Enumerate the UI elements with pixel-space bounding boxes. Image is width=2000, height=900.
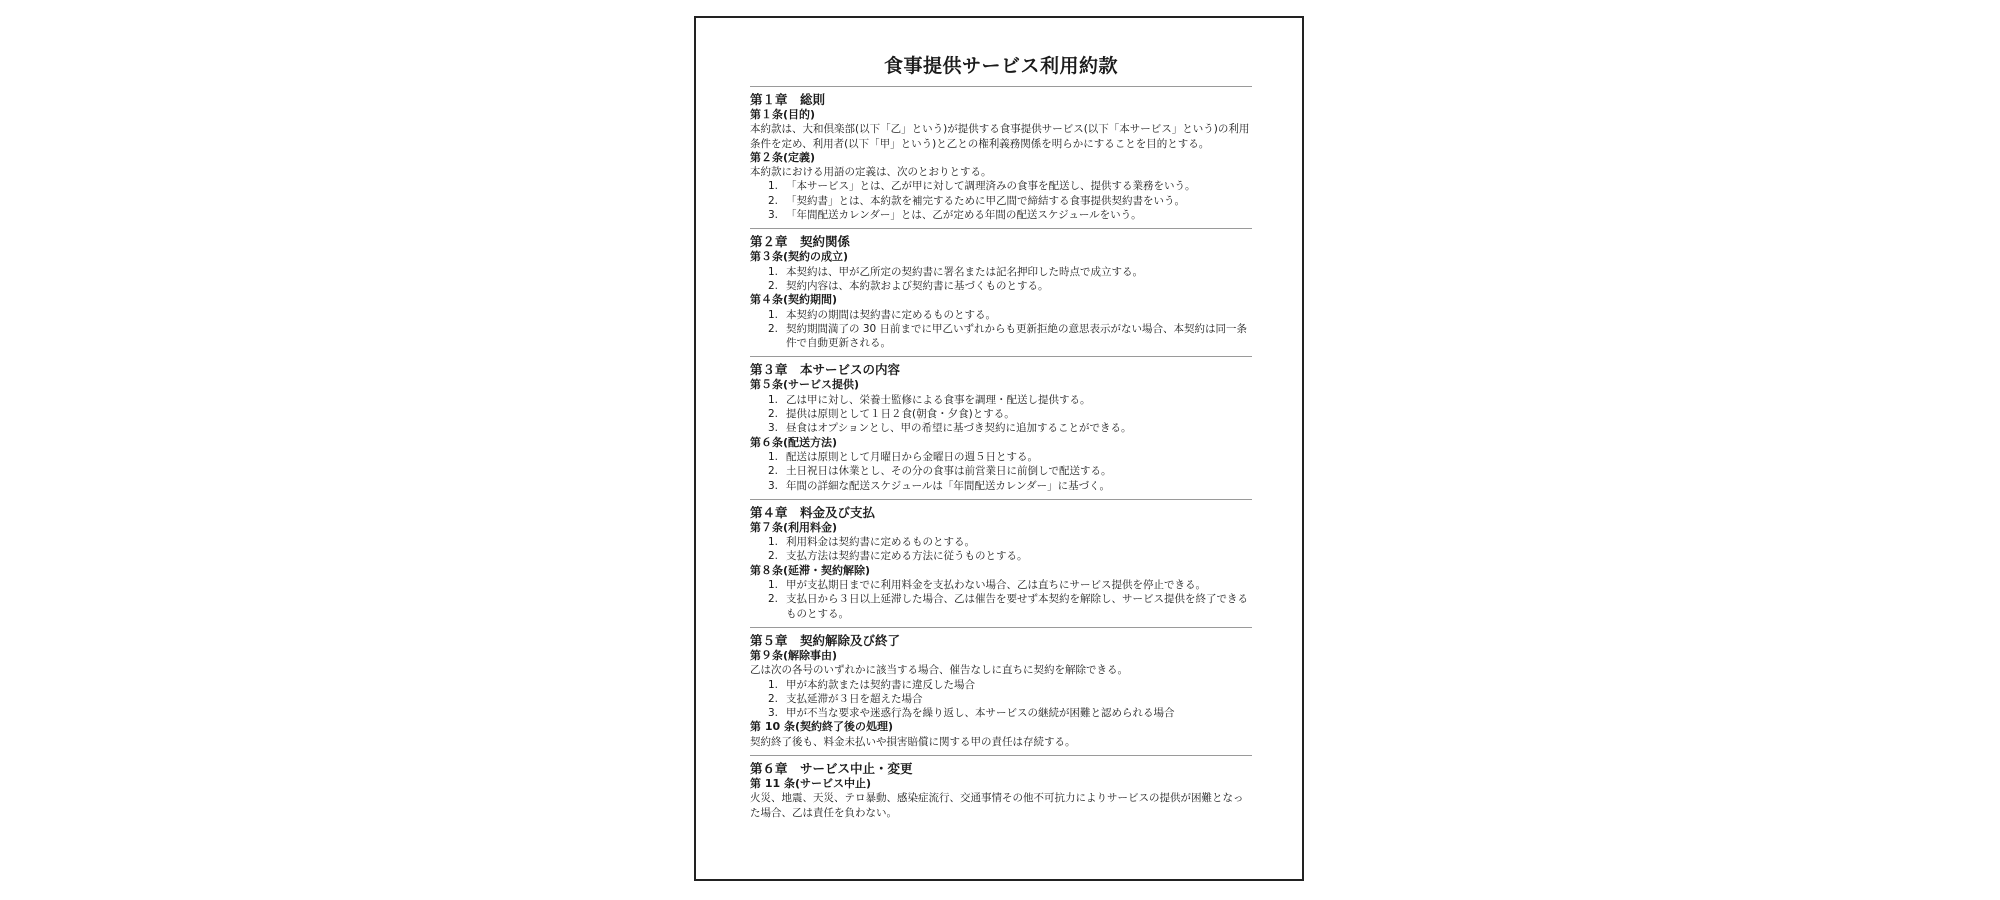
- item-number: 2.: [768, 465, 779, 478]
- item-text: 年間の詳細な配送スケジュールは「年間配送カレンダー」に基づく。: [786, 479, 1110, 492]
- item-number: 1.: [768, 450, 779, 463]
- item-text: 支払延滞が３日を超えた場合: [786, 692, 923, 705]
- item-number: 1.: [768, 579, 779, 592]
- chapter-heading: 第１章 総則: [750, 92, 826, 107]
- article-list-item: [768, 208, 1252, 222]
- article-heading: 第９条(解除事由): [750, 648, 838, 662]
- article-heading: 第 10 条(契約終了後の処理): [750, 720, 894, 734]
- article-heading: 第６条(配送方法): [750, 435, 838, 449]
- item-text: 本契約の期間は契約書に定めるものとする。: [786, 308, 996, 321]
- chapter-heading: 第４章 料金及び支払: [750, 504, 876, 520]
- article-list-item: [768, 322, 1252, 351]
- article-item-list: [750, 265, 1252, 294]
- article-heading: 第 11 条(サービス中止): [750, 776, 872, 790]
- item-text: 提供は原則として１日２食(朝食・夕食)とする。: [786, 408, 1015, 421]
- item-number: 2.: [768, 593, 779, 606]
- item-text: 甲が本約款または契約書に違反した場合: [786, 678, 975, 691]
- item-text: 配送は原則として月曜日から金曜日の週５日とする。: [786, 450, 1038, 463]
- chapter-heading: 第５章 契約解除及び終了: [750, 632, 901, 648]
- item-text: 支払日から３日以上延滞した場合、乙は催告を要せず本契約を解除し、サービス提供を終了できるものとする。: [786, 593, 1248, 620]
- item-number: 1.: [768, 393, 779, 406]
- article-list-item: [768, 578, 1252, 592]
- article-heading: 第８条(延滞・契約解除): [750, 563, 871, 577]
- item-number: 1.: [768, 180, 779, 193]
- article-list-item: [768, 407, 1252, 421]
- item-text: 本契約は、甲が乙所定の契約書に署名または記名押印した時点で成立する。: [786, 265, 1143, 278]
- item-text: 甲が支払期日までに利用料金を支払わない場合、乙は直ちにサービス提供を停止できる。: [786, 579, 1206, 592]
- item-number: 1.: [768, 678, 779, 691]
- article-text: 本約款における用語の定義は、次のとおりとする。: [750, 166, 992, 179]
- article-list-item: [768, 464, 1252, 478]
- chapter-list: [750, 86, 1252, 820]
- chapter-section: [750, 356, 1252, 492]
- article-list-item: [768, 279, 1252, 293]
- article-list-item: [768, 421, 1252, 435]
- item-number: 1.: [768, 536, 779, 549]
- article-item-list: [750, 535, 1252, 564]
- item-number: 3.: [768, 209, 779, 222]
- article-heading: 第１条(目的): [750, 108, 816, 121]
- chapter-heading: 第２章 契約関係: [750, 234, 851, 250]
- chapter-section: [750, 228, 1252, 350]
- article-list-item: [768, 706, 1252, 720]
- article-item-list: [750, 578, 1252, 621]
- article-heading: 第４条(契約期間): [750, 293, 838, 307]
- article-list-item: [768, 265, 1252, 279]
- item-text: 利用料金は契約書に定めるものとする。: [786, 536, 975, 549]
- article-list-item: [768, 194, 1252, 208]
- article-item-list: [750, 393, 1252, 436]
- article-list-item: [768, 678, 1252, 692]
- article-heading: 第７条(利用料金): [750, 520, 838, 534]
- article-heading: 第５条(サービス提供): [750, 378, 860, 392]
- article-text: 契約終了後も、料金未払いや損害賠償に関する甲の責任は存続する。: [750, 735, 1076, 748]
- article-list-item: [768, 592, 1252, 621]
- item-number: 2.: [768, 322, 779, 335]
- article-item-list: [750, 678, 1252, 721]
- chapter-section: [750, 627, 1252, 749]
- article-list-item: [768, 535, 1252, 549]
- item-number: 3.: [768, 707, 779, 720]
- article-list-item: [768, 549, 1252, 563]
- item-number: 2.: [768, 550, 779, 563]
- article-heading: 第３条(契約の成立): [750, 250, 849, 264]
- item-text: 契約期間満了の 30 日前までに甲乙いずれからも更新拒絶の意思表示がない場合、本契約は同一条件で自動更新される。: [786, 322, 1248, 350]
- article-list-item: [768, 692, 1252, 706]
- chapter-heading: 第６章 サービス中止・変更: [750, 760, 913, 776]
- article-list-item: [768, 450, 1252, 464]
- article-item-list: [750, 179, 1252, 222]
- document-page: [694, 16, 1304, 881]
- document-title: 食事提供サービス利用約款: [883, 55, 1118, 77]
- article-list-item: [768, 179, 1252, 193]
- item-number: 1.: [768, 265, 779, 278]
- item-number: 2.: [768, 279, 779, 292]
- item-text: 土日祝日は休業とし、その分の食事は前営業日に前倒しで配送する。: [786, 465, 1112, 478]
- item-text: 「年間配送カレンダー」とは、乙が定める年間の配送スケジュールをいう。: [786, 209, 1142, 222]
- chapter-section: [750, 86, 1252, 222]
- item-text: 支払方法は契約書に定める方法に従うものとする。: [786, 550, 1028, 563]
- item-number: 2.: [768, 194, 779, 207]
- item-number: 2.: [768, 408, 779, 421]
- item-number: 3.: [768, 479, 779, 492]
- item-text: 「契約書」とは、本約款を補完するために甲乙間で締結する食事提供契約書をいう。: [786, 194, 1185, 207]
- article-text: 火災、地震、天災、テロ暴動、感染症流行、交通事情その他不可抗力によりサービスの提供が困難となった場合、乙は責任を負わない。: [750, 792, 1244, 819]
- article-list-item: [768, 479, 1252, 493]
- article-list-item: [768, 393, 1252, 407]
- article-list-item: [768, 308, 1252, 322]
- item-number: 3.: [768, 422, 779, 435]
- item-text: 乙は甲に対し、栄養士監修による食事を調理・配送し提供する。: [786, 393, 1091, 406]
- article-item-list: [750, 308, 1252, 351]
- article-item-list: [750, 450, 1252, 493]
- article-heading: 第２条(定義): [750, 150, 816, 164]
- chapter-heading: 第３章 本サービスの内容: [750, 362, 901, 378]
- item-text: 「本サービス」とは、乙が甲に対して調理済みの食事を配送し、提供する業務をいう。: [786, 180, 1196, 193]
- article-text: 本約款は、大和倶楽部(以下「乙」という)が提供する食事提供サービス(以下「本サービス」という)の利用条件を定め、利用者(以下「甲」という)と乙との権利義務関係を明らかにすることを目的とする。: [750, 123, 1250, 150]
- item-text: 甲が不当な要求や迷惑行為を繰り返し、本サービスの継続が困難と認められる場合: [786, 707, 1175, 720]
- chapter-section: [750, 499, 1252, 621]
- item-text: 契約内容は、本約款および契約書に基づくものとする。: [786, 279, 1049, 292]
- chapter-section: [750, 755, 1252, 820]
- item-text: 昼食はオプションとし、甲の希望に基づき契約に追加することができる。: [786, 422, 1132, 435]
- document-content: [750, 54, 1252, 826]
- article-text: 乙は次の各号のいずれかに該当する場合、催告なしに直ちに契約を解除できる。: [750, 664, 1128, 677]
- item-number: 2.: [768, 692, 779, 705]
- item-number: 1.: [768, 308, 779, 321]
